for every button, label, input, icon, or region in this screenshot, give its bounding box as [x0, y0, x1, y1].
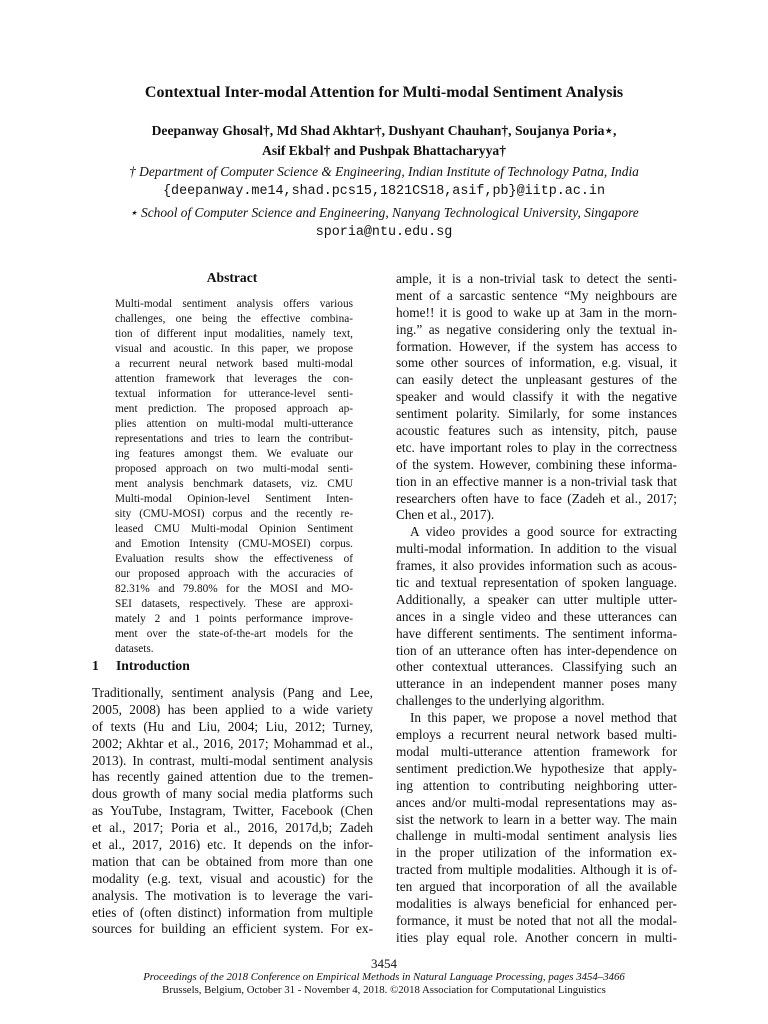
abstract-body [115, 297, 353, 657]
text-line: sources for building an efficient system. For ex- [92, 921, 373, 937]
text-line: sentiment polarity. Similarly, for some instances [396, 406, 677, 422]
text-line: A video provides a good source for extracting [410, 524, 677, 540]
intro-left-column [92, 685, 373, 938]
text-line: utterance in an independent manner poses many [396, 676, 677, 692]
text-line: as YouTube, Instagram, Twitter, Facebook (Chen [92, 803, 373, 819]
text-line: proposed approach on two multi-modal senti- [115, 463, 353, 475]
text-line: et al., 2017, 2016) etc. It depends on the infor- [92, 837, 373, 853]
text-line: researchers often have to face (Zadeh et al., 2017; [396, 490, 677, 506]
text-line: home!! it is good to wake up at 3am in the morn- [396, 304, 677, 320]
text-line: formation. However, if the system has access to [396, 338, 677, 354]
text-line: mately 2 and 1 points performance improve- [115, 613, 353, 625]
text-line: dous growth of many social media platforms such [92, 786, 373, 802]
text-line: challenges, one being the effective combina- [115, 313, 353, 325]
section-heading-introduction [92, 658, 190, 674]
text-line: Traditionally, sentiment analysis (Pang and Lee, [92, 685, 373, 700]
text-line: visual and acoustic. In this paper, we propose [115, 343, 353, 355]
text-line: can easily detect the unpleasant gestures of the [396, 372, 677, 388]
text-line: ities play equal role. Another concern in multi- [396, 929, 677, 945]
text-line: ing.” as negative considering only the textual in- [396, 321, 677, 337]
paper-title: Contextual Inter-modal Attention for Multi-modal Sentiment Analysis [144, 84, 624, 101]
text-line: tion in an effective manner is a non-trivial task that [396, 473, 677, 489]
text-line: sist the network to learn in a better way. The main [396, 811, 677, 827]
footer-proceedings: Proceedings of the 2018 Conference on Empirical Methods in Natural Language Processing, pages 3454–3466 [143, 971, 625, 983]
text-line: has recently gained attention due to the tremen- [92, 769, 373, 785]
text-line: ample, it is a non-trivial task to detect the senti- [396, 271, 677, 286]
text-line: challenge in multi-modal sentiment analysis lies [396, 828, 677, 844]
intro-right-column [396, 271, 677, 947]
text-line: speaker and would classify it with the negative [396, 389, 677, 405]
text-line: ances and/or multi-modal representations may as- [396, 794, 677, 810]
text-line: etc. have important roles to play in the correctness [396, 439, 677, 455]
author-list [0, 121, 768, 161]
text-line: ing attention to contributing neighboring utter- [396, 777, 677, 793]
text-line: ances in a single video and these utterances can [396, 608, 677, 624]
text-line: acoustic features such as intensity, pitch, pause [396, 423, 677, 439]
text-line: Multi-modal sentiment analysis offers various [115, 298, 353, 310]
text-line: some other sources of information, e.g. visual, it [396, 355, 677, 371]
text-line: plies attention on multi-modal multi-utterance [115, 418, 353, 430]
text-line: formance, it must be noted that not all the modal- [396, 912, 677, 928]
text-line: ment prediction. The proposed approach ap- [115, 403, 353, 415]
text-line: of the system. However, combining these informa- [396, 456, 677, 472]
text-line: of texts (Hu and Liu, 2004; Liu, 2012; Turney, [92, 718, 373, 734]
text-line: modal multi-utterance attention framework for [396, 743, 677, 759]
text-line: 2013). In contrast, multi-modal sentiment analysis [92, 752, 373, 768]
text-line: sentiment prediction.We hypothesize that apply- [396, 760, 677, 776]
footer-venue: Brussels, Belgium, October 31 - November 4, 2018. ©2018 Association for Computational Linguistics [162, 984, 606, 996]
page-number: 3454 [371, 956, 397, 971]
text-line: frames, it also provides information such as acous- [396, 558, 677, 574]
text-line: Additionally, a speaker can utter multiple utter- [396, 591, 677, 607]
text-line: In this paper, we propose a novel method that [410, 710, 677, 726]
text-line: ment of a sarcastic sentence “My neighbours are [396, 287, 677, 303]
text-line: leased CMU Multi-modal Opinion Sentiment [115, 523, 353, 535]
text-line: eties of (often distinct) information from multiple [92, 904, 373, 920]
text-line: Evaluation results show the effectiveness of [115, 553, 353, 565]
text-line: et al., 2017; Poria et al., 2016, 2017d,b; Zadeh [92, 820, 373, 836]
text-line: SEI datasets, respectively. These are approxi- [115, 598, 353, 610]
text-line: have different sentiments. The sentiment informa- [396, 625, 677, 641]
text-line: ing features amongst them. We evaluate our [115, 448, 353, 460]
text-line: datasets. [115, 643, 154, 655]
text-line: 2005, 2008) has been applied to a wide variety [92, 701, 373, 717]
text-line: other contextual utterances. Classifying such an [396, 659, 677, 675]
authors-line-1: Deepanway Ghosal†, Md Shad Akhtar†, Dushyant Chauhan†, Soujanya Poria⋆, [151, 123, 617, 138]
section-title: Introduction [116, 658, 190, 673]
text-line: tic and textual representation of spoken language. [396, 575, 677, 591]
text-line: tracted from multiple modalities. Although it is of- [396, 862, 677, 878]
authors-line-2: Asif Ekbal† and Pushpak Bhattacharyya† [262, 143, 506, 158]
text-line: analysis. The motivation is to leverage the vari- [92, 887, 373, 903]
text-line: mation that can be obtained from more than one [92, 853, 373, 869]
text-line: challenges to the underlying algorithm. [396, 693, 605, 709]
affiliation-ntu: ⋆ School of Computer Science and Engineering, Nanyang Technological University, Singapore [129, 205, 639, 220]
text-line: 82.31% and 79.80% for the MOSI and MO- [115, 583, 353, 595]
text-line: tion of different input modalities, namely text, [115, 328, 353, 340]
text-line: modalities is always beneficial for enhanced per- [396, 895, 677, 911]
text-line: representations and tries to learn the contribut- [115, 433, 353, 445]
text-line: modality (e.g. text, visual and acoustic) for the [92, 870, 373, 886]
text-line: and Emotion Intensity (CMU-MOSEI) corpus. [115, 538, 353, 550]
affiliation-iit-patna: † Department of Computer Science & Engineering, Indian Institute of Technology Patna, India [129, 164, 639, 179]
text-line: attention framework that leverages the con- [115, 373, 353, 385]
text-line: ment over the state-of-the-art models for the [115, 628, 353, 640]
text-line: a recurrent neural network based multi-modal [115, 358, 353, 370]
section-number: 1 [92, 658, 99, 673]
email-ntu: sporia@ntu.edu.sg [315, 225, 453, 240]
text-line: sity (CMU-MOSI) corpus and the recently re- [115, 508, 353, 520]
text-line: textual information for utterance-level senti- [115, 388, 353, 400]
text-line: Chen et al., 2017). [396, 507, 495, 523]
text-line: 2002; Akhtar et al., 2016, 2017; Mohammad et al., [92, 735, 373, 751]
text-line: employs a recurrent neural network based multi- [396, 727, 677, 743]
text-line: in the proper utilization of the information ex- [396, 845, 677, 861]
text-line: our proposed approach with the accuracies of [115, 568, 353, 580]
text-line: multi-modal information. In addition to the visual [396, 541, 677, 557]
text-line: ten argued that incorporation of all the available [396, 879, 677, 895]
text-line: ment analysis benchmark datasets, viz. CMU [115, 478, 353, 490]
text-line: Multi-modal Opinion-level Sentiment Inten- [115, 493, 353, 505]
email-iitp: {deepanway.me14,shad.pcs15,1821CS18,asif,pb}@iitp.ac.in [163, 184, 605, 199]
text-line: tion of an utterance often has inter-dependence on [396, 642, 677, 658]
abstract-heading: Abstract [206, 270, 258, 285]
